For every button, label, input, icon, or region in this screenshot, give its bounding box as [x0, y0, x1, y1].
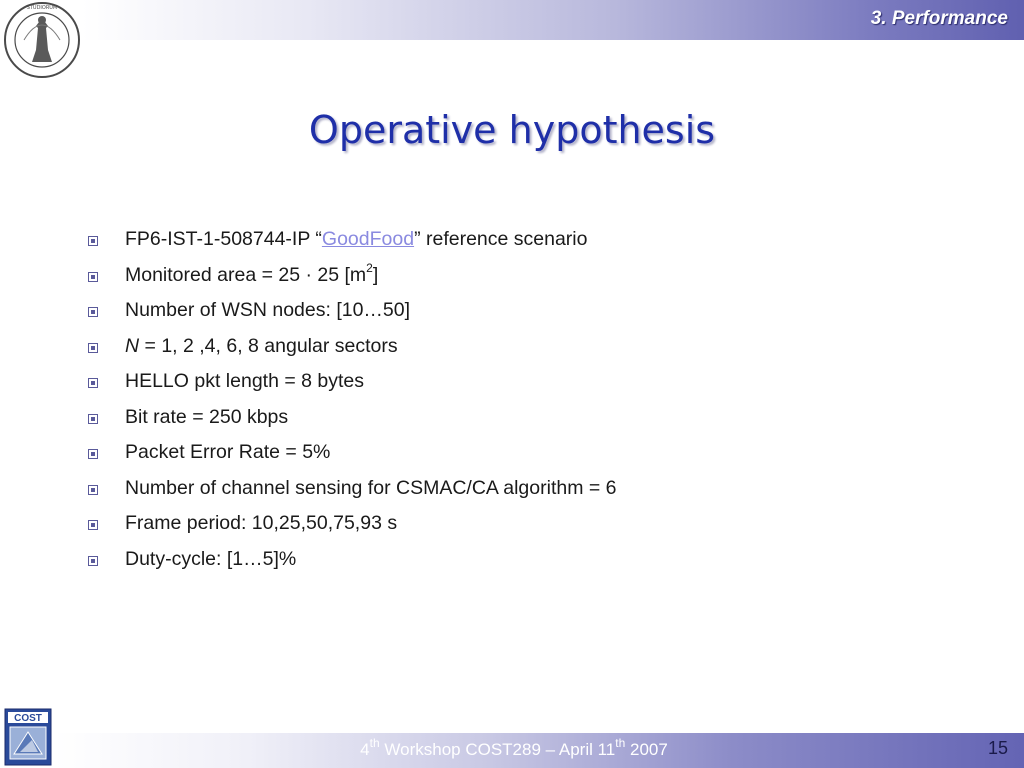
bullet-text-pre: Monitored area = 25 · 25 [m [125, 263, 367, 286]
square-bullet-icon [88, 378, 98, 388]
bullet-text: Frame period: 10,25,50,75,93 s [125, 512, 398, 534]
slide-title: Operative hypothesis [308, 108, 716, 152]
square-bullet-icon [88, 343, 98, 353]
footer-event: Workshop COST289 – April 11 [379, 740, 616, 759]
square-bullet-icon [88, 236, 98, 246]
svg-text:STUDIORUM: STUDIORUM [26, 5, 58, 11]
bullet-item [88, 293, 617, 329]
cost-logo-text: COST [14, 713, 42, 724]
bullet-text: Number of WSN nodes: [10…50] [125, 299, 411, 321]
bullet-item [88, 435, 617, 471]
footer-date-sup: th [615, 736, 626, 751]
page-number: 15 [987, 738, 1008, 758]
bullet-list [88, 222, 617, 577]
bullet-text-post: ] [372, 263, 379, 286]
footer-year: 2007 [625, 740, 668, 759]
bullet-text: HELLO pkt length = 8 bytes [125, 370, 365, 392]
bullet-text-post: ” reference scenario [414, 228, 588, 250]
footer-event-text [324, 736, 704, 760]
bullet-variable: N [125, 334, 140, 357]
square-bullet-icon [88, 556, 98, 566]
square-bullet-icon [88, 520, 98, 530]
bullet-text: Bit rate = 250 kbps [125, 405, 289, 428]
square-bullet-icon [88, 485, 98, 495]
bullet-text-pre: FP6-IST-1-508744-IP “ [125, 228, 322, 250]
square-bullet-icon [88, 449, 98, 459]
bullet-item [88, 258, 617, 294]
bullet-text-post: = 1, 2 ,4, 6, 8 angular sectors [139, 334, 398, 357]
bullet-item [88, 364, 617, 400]
square-bullet-icon [88, 307, 98, 317]
bullet-item [88, 222, 617, 258]
footer-ordinal: 4 [360, 740, 370, 759]
footer-ordinal-sup: th [369, 736, 380, 751]
square-bullet-icon [88, 272, 98, 282]
section-label: 3. Performance [870, 8, 1008, 29]
goodfood-link[interactable]: GoodFood [321, 228, 415, 250]
bullet-text: Duty-cycle: [1…5]% [125, 547, 297, 570]
bullet-item [88, 506, 617, 542]
university-seal-icon [2, 0, 82, 80]
square-bullet-icon [88, 414, 98, 424]
bullet-text: Number of channel sensing for CSMAC/CA algorithm = 6 [125, 476, 617, 499]
bullet-item [88, 471, 617, 507]
bullet-superscript: 2 [366, 261, 373, 275]
bullet-item [88, 329, 617, 365]
bullet-item [88, 400, 617, 436]
bullet-item [88, 542, 617, 578]
bullet-text: Packet Error Rate = 5% [125, 441, 331, 463]
cost-logo-icon [4, 708, 52, 766]
